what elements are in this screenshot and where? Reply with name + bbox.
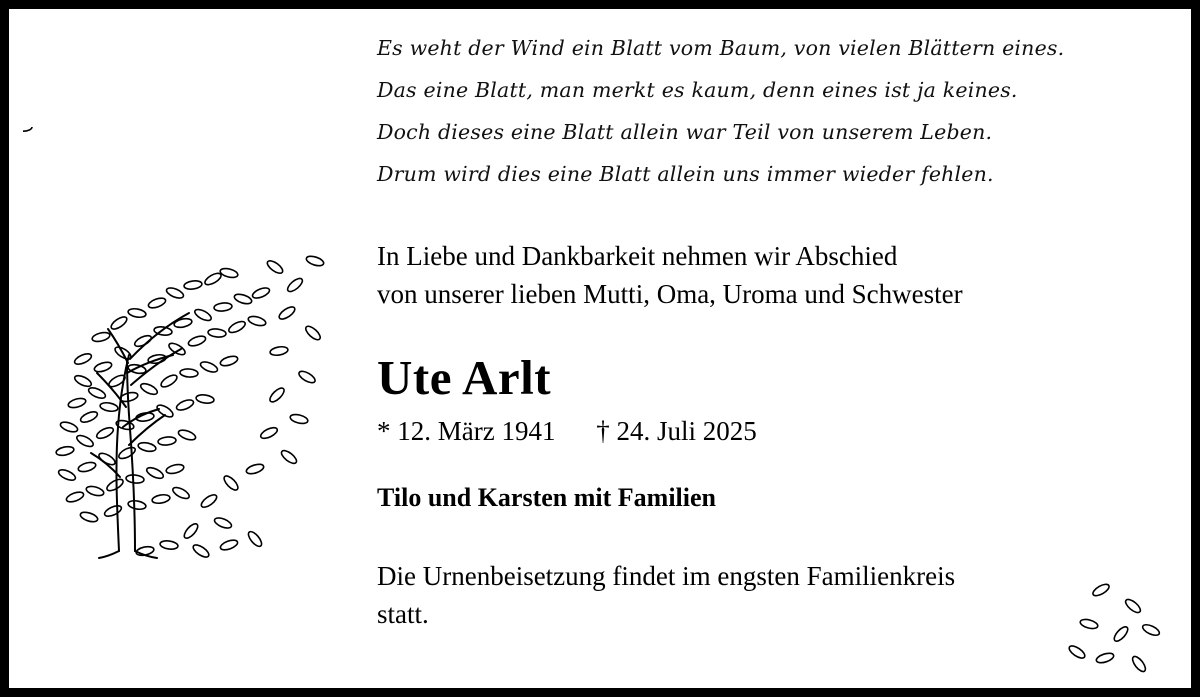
closing-text — [377, 557, 1151, 633]
intro-line: In Liebe und Dankbarkeit nehmen wir Abschied — [377, 241, 898, 271]
falling-leaves-icon — [1063, 572, 1173, 682]
intro-line: von unserer lieben Mutti, Oma, Uroma und Schwester — [377, 279, 963, 309]
death-date: † 24. Juli 2025 — [596, 416, 757, 446]
poem-line: Das eine Blatt, man merkt es kaum, denn eines ist ja keines. — [377, 78, 1018, 102]
birth-date: * 12. März 1941 — [377, 416, 556, 446]
family-line: Tilo und Karsten mit Familien — [377, 483, 716, 512]
notice-text — [377, 27, 1151, 633]
closing-line: statt. — [377, 599, 429, 629]
poem-line: Drum wird dies eine Blatt allein uns immer wieder fehlen. — [377, 162, 994, 186]
notice-card — [9, 9, 1191, 688]
windblown-tree-icon — [23, 127, 353, 567]
closing-line: Die Urnenbeisetzung findet im engsten Familienkreis — [377, 561, 956, 591]
life-dates — [377, 416, 1151, 447]
poem-line: Es weht der Wind ein Blatt vom Baum, von vielen Blättern eines. — [377, 36, 1065, 60]
poem-line: Doch dieses eine Blatt allein war Teil von unserem Leben. — [377, 120, 993, 144]
poem — [377, 27, 1151, 195]
deceased-name: Ute Arlt — [377, 350, 552, 405]
intro-text — [377, 237, 1151, 313]
